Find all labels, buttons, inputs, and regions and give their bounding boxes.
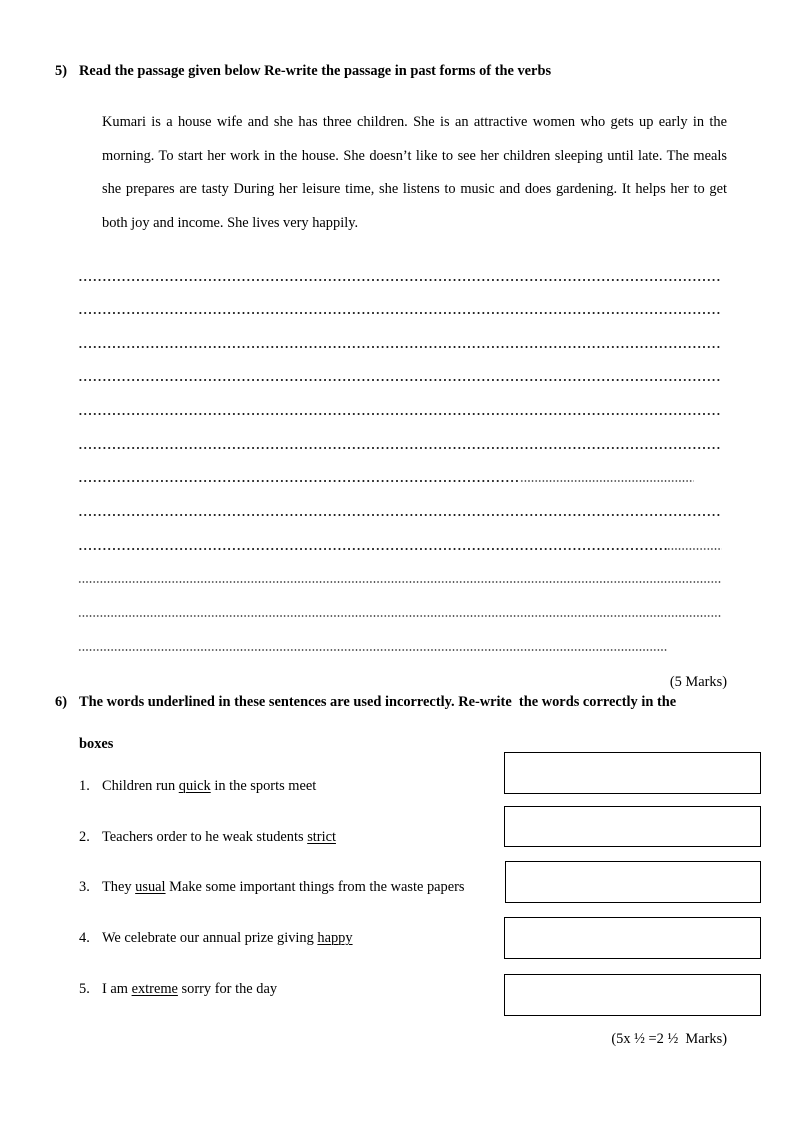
sentence-text: They xyxy=(102,879,136,895)
passage xyxy=(102,106,727,240)
answer-line xyxy=(78,378,722,382)
sentence-text: Make some important things from the waste papers xyxy=(165,879,465,895)
answer-line xyxy=(78,345,722,349)
sentence-text: I am xyxy=(102,981,132,997)
underlined-word: quick xyxy=(178,778,211,794)
answer-line xyxy=(78,513,722,517)
answer-line xyxy=(78,311,722,315)
passage-line: she prepares are tasty During her leisure time, she listens to music and does gardening. It helps her to get xyxy=(102,181,727,197)
answer-line xyxy=(78,278,722,282)
item-sentence xyxy=(79,929,353,947)
answer-line xyxy=(78,412,722,416)
item-sentence xyxy=(79,980,277,998)
sentence-text: in the sports meet xyxy=(210,778,317,794)
answer-line xyxy=(78,614,722,618)
item-number: 4. xyxy=(79,930,90,946)
item-sentence xyxy=(79,828,336,846)
item-number: 2. xyxy=(79,829,90,845)
question-5-heading: Read the passage given below Re-write the passage in past forms of the verbs xyxy=(79,63,552,79)
underlined-word: happy xyxy=(317,930,353,946)
item-sentence xyxy=(79,777,316,795)
sentence-text: We celebrate our annual prize giving xyxy=(102,930,318,946)
item-number: 5. xyxy=(79,981,90,997)
question-6-marks: (5x ½ =2 ½ Marks) xyxy=(611,1031,727,1047)
sentence-text: Children run xyxy=(102,778,179,794)
answer-box xyxy=(504,752,761,794)
answer-line xyxy=(78,479,694,483)
passage-line: Kumari is a house wife and she has three children. She is an attractive women who gets up early in the xyxy=(102,114,727,130)
question-5-number: 5) xyxy=(55,63,67,79)
underlined-word: extreme xyxy=(131,981,178,997)
answer-line xyxy=(78,648,668,652)
answer-box xyxy=(505,861,761,903)
passage-line: morning. To start her work in the house. She doesn’t like to see her children sleeping until late. The meals xyxy=(102,147,727,164)
answer-box xyxy=(504,917,761,959)
item-sentence xyxy=(79,878,465,896)
answer-line xyxy=(78,580,722,584)
item-number: 1. xyxy=(79,778,90,794)
item-number: 3. xyxy=(79,879,90,895)
answer-box xyxy=(504,806,761,847)
question-6-number: 6) xyxy=(55,694,67,710)
question-6-heading-continued: boxes xyxy=(79,736,114,752)
sentence-text: Teachers order to he weak students xyxy=(102,829,308,845)
answer-line xyxy=(78,547,722,551)
question-6-heading: The words underlined in these sentences are used incorrectly. Re-write the words correctly in the xyxy=(79,694,677,710)
passage-line: both joy and income. She lives very happily. xyxy=(102,214,359,231)
question-5-marks: (5 Marks) xyxy=(669,674,727,690)
sentence-text: sorry for the day xyxy=(177,981,278,997)
answer-line xyxy=(78,446,722,450)
underlined-word: strict xyxy=(307,829,336,845)
underlined-word: usual xyxy=(135,879,166,895)
answer-box xyxy=(504,974,761,1016)
